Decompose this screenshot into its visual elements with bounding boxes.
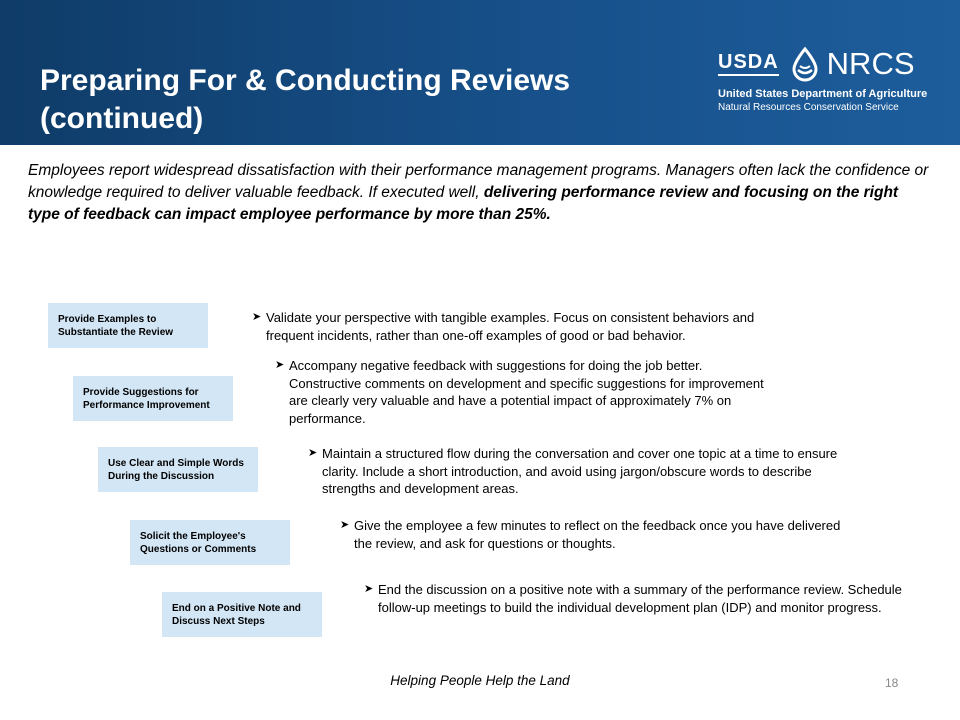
step-bullet-text: End the discussion on a positive note with a summary of the performance review. Schedule follow-up meetings to build the individual development plan (IDP) and monitor progress. bbox=[378, 582, 902, 615]
step-bullet-2 bbox=[275, 357, 775, 427]
page-title bbox=[40, 62, 660, 138]
step-bullet-text: Accompany negative feedback with suggestions for doing the job better. Constructive comments on development and specific suggestions for improvement are clearly very valuable and have a potential impact of approximately 7% on performance. bbox=[289, 358, 764, 426]
step-box-1: Provide Examples to Substantiate the Review bbox=[48, 303, 208, 348]
intro-text: Employees report widespread dissatisfaction with their performance management programs. Managers often lack the confidence or knowledge required to deliver valuable feedback. If executed well, bbox=[28, 162, 929, 201]
intro-paragraph bbox=[28, 160, 933, 226]
page-title-line-1: Preparing For & Conducting Reviews bbox=[40, 64, 571, 97]
bullet-icon: ➤ bbox=[275, 359, 285, 371]
step-box-2: Provide Suggestions for Performance Improvement bbox=[73, 376, 233, 421]
step-box-4: Solicit the Employee's Questions or Comments bbox=[130, 520, 290, 565]
footer-tagline: Helping People Help the Land bbox=[390, 673, 570, 688]
step-bullet-text: Maintain a structured flow during the conversation and cover one topic at a time to ensure clarity. Include a short introduction, and avoid using jargon/obscure words to describe strengths and development areas. bbox=[322, 446, 838, 496]
department-name: United States Department of Agriculture bbox=[718, 88, 928, 100]
bullet-icon: ➤ bbox=[364, 583, 374, 595]
header-banner bbox=[0, 0, 960, 145]
step-box-5: End on a Positive Note and Discuss Next Steps bbox=[162, 592, 322, 637]
step-bullet-text: Validate your perspective with tangible examples. Focus on consistent behaviors and frequent incidents, rather than one-off examples of good or bad behavior. bbox=[266, 310, 755, 343]
water-drop-icon bbox=[787, 46, 823, 82]
step-bullet-4 bbox=[340, 517, 850, 552]
nrcs-wordmark: NRCS bbox=[826, 46, 915, 81]
step-bullet-text: Give the employee a few minutes to reflect on the feedback once you have delivered the review, and ask for questions or thoughts. bbox=[354, 518, 841, 551]
usda-wordmark: USDA bbox=[718, 52, 779, 76]
step-bullet-1 bbox=[252, 309, 802, 344]
step-bullet-5 bbox=[364, 581, 924, 616]
usda-nrcs-logo bbox=[718, 44, 943, 114]
page-title-line-2: (continued) bbox=[40, 102, 204, 135]
service-name: Natural Resources Conservation Service bbox=[718, 102, 899, 113]
intro-bold-text: delivering performance review and focusing on the right type of feedback can impact employee performance by more than 25%. bbox=[28, 184, 899, 223]
bullet-icon: ➤ bbox=[308, 447, 318, 459]
page-number: 18 bbox=[885, 676, 899, 690]
bullet-icon: ➤ bbox=[340, 519, 350, 531]
step-bullet-3 bbox=[308, 445, 853, 498]
bullet-icon: ➤ bbox=[252, 311, 262, 323]
step-box-3: Use Clear and Simple Words During the Discussion bbox=[98, 447, 258, 492]
